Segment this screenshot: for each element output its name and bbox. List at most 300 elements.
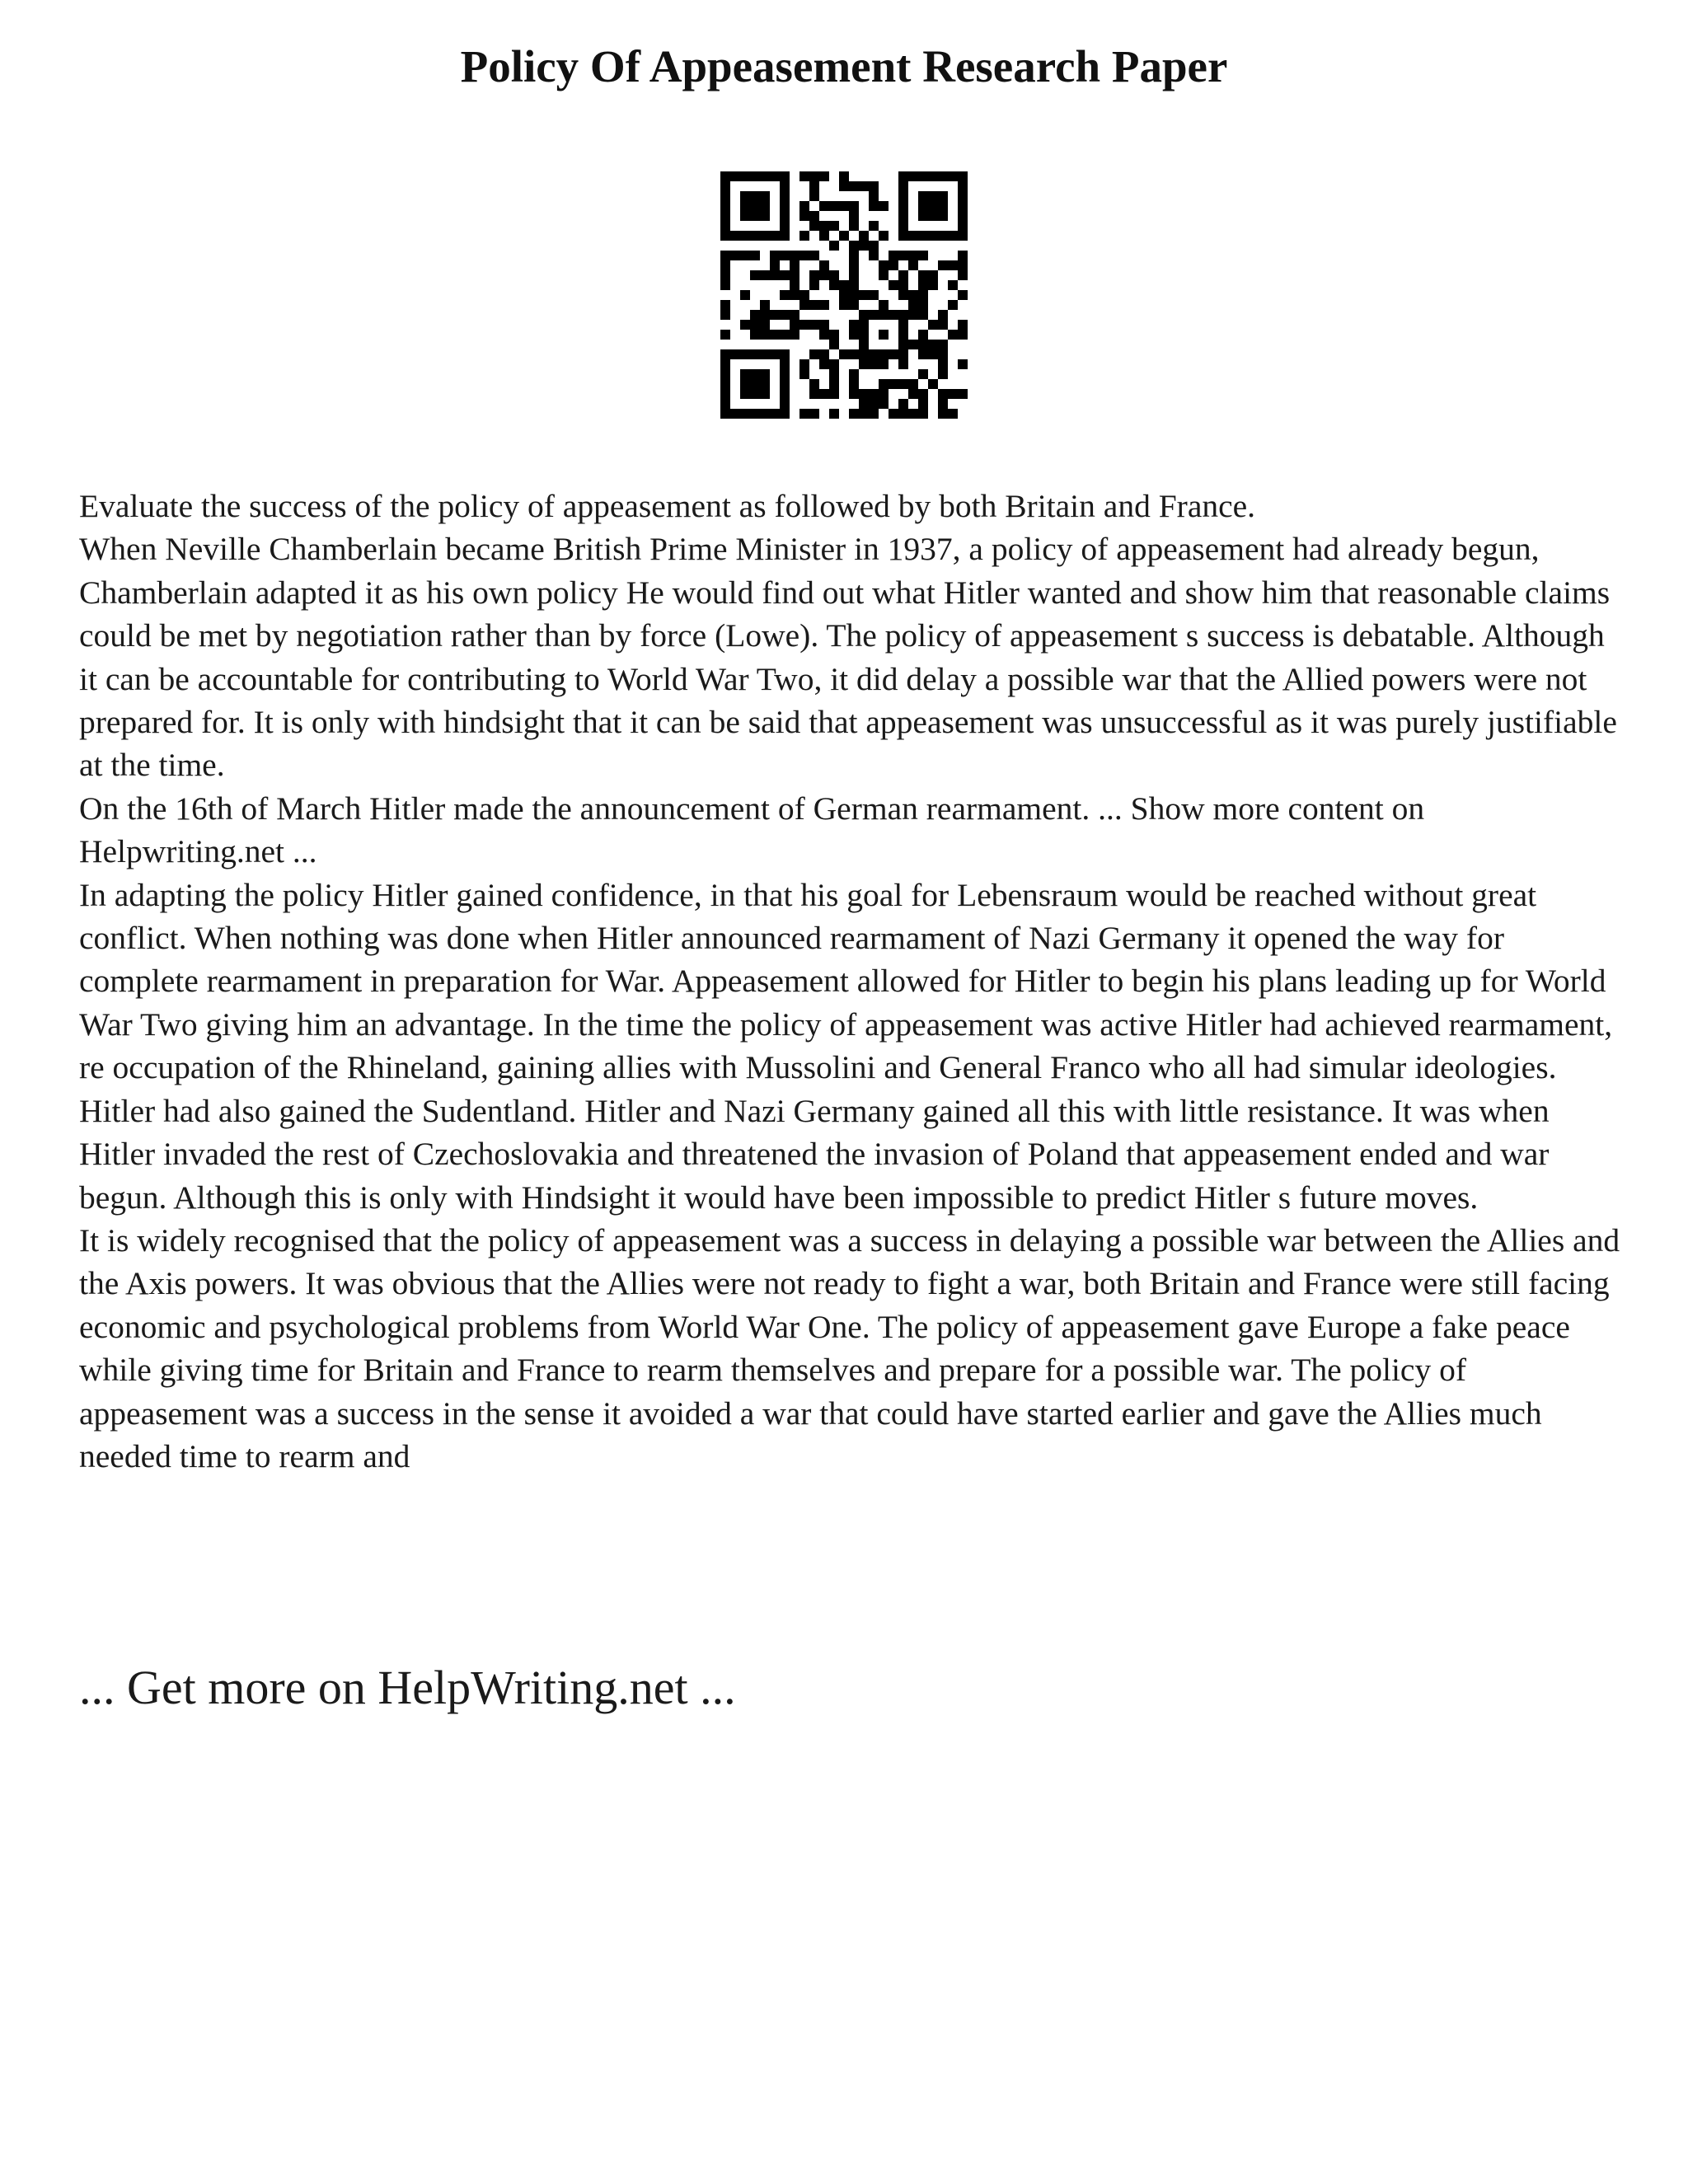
qr-module [849,201,859,211]
qr-module [740,389,750,399]
qr-module [829,409,839,419]
qr-module [869,191,879,201]
qr-module [908,389,918,399]
qr-module [908,409,918,419]
qr-module [898,340,908,349]
qr-module [879,359,889,369]
qr-module [928,270,938,280]
qr-module [819,320,829,330]
qr-module [750,171,760,181]
qr-module [780,389,790,399]
qr-module [839,300,849,310]
qr-module [898,349,908,359]
qr-module [948,409,958,419]
qr-module [889,310,898,320]
qr-module [720,211,730,221]
qr-module [859,181,869,191]
qr-module [849,211,859,221]
qr-module [849,241,859,251]
qr-module [849,251,859,260]
qr-module [799,231,809,241]
qr-module [918,349,928,359]
qr-module [760,310,770,320]
qr-module [918,290,928,300]
qr-module [898,181,908,191]
qr-module [869,349,879,359]
qr-code-icon[interactable] [720,171,968,419]
qr-module [720,389,730,399]
qr-module [790,280,799,290]
qr-module [790,251,799,260]
qr-module [869,399,879,409]
qr-module [898,191,908,201]
qr-module [799,251,809,260]
qr-module [898,320,908,330]
qr-module [780,221,790,231]
qr-module [879,260,889,270]
qr-module [879,231,889,241]
qr-module [948,231,958,241]
qr-module [819,231,829,241]
qr-module [740,171,750,181]
qr-module [720,330,730,340]
qr-module [829,379,839,389]
qr-module [829,241,839,251]
qr-module [918,310,928,320]
qr-module [948,171,958,181]
qr-module [839,171,849,181]
qr-module [829,201,839,211]
qr-module [928,201,938,211]
qr-module [849,379,859,389]
qr-module [750,231,760,241]
qr-module [958,251,968,260]
qr-module [730,231,740,241]
qr-module [938,359,948,369]
qr-module [750,310,760,320]
qr-module [809,409,819,419]
qr-module [908,171,918,181]
qr-module [938,310,948,320]
qr-module [809,320,819,330]
qr-module [859,389,869,399]
qr-module [730,251,740,260]
qr-module [958,211,968,221]
qr-module [750,201,760,211]
qr-module [898,201,908,211]
qr-module [720,191,730,201]
qr-module [958,330,968,340]
qr-module [819,349,829,359]
qr-module [958,231,968,241]
qr-module [780,171,790,181]
qr-module [809,191,819,201]
qr-code-graphic [720,171,968,419]
qr-module [809,251,819,260]
qr-module [938,201,948,211]
qr-module [720,231,730,241]
qr-module [740,251,750,260]
qr-module [938,171,948,181]
qr-module [958,171,968,181]
qr-module [750,379,760,389]
qr-module [849,330,859,340]
qr-module [819,270,829,280]
qr-module [908,340,918,349]
qr-module [829,280,839,290]
qr-module [750,330,760,340]
qr-module [849,349,859,359]
qr-module [809,389,819,399]
qr-module [849,221,859,231]
qr-module [799,409,809,419]
qr-module [879,270,889,280]
qr-module [938,260,948,270]
qr-module [918,409,928,419]
qr-module [879,300,889,310]
qr-module [908,310,918,320]
qr-module [829,270,839,280]
qr-module [829,340,839,349]
qr-module [849,300,859,310]
qr-module [750,389,760,399]
qr-module [908,251,918,260]
qr-module [849,290,859,300]
qr-module [780,359,790,369]
get-more-link[interactable]: ... Get more on HelpWriting.net ... [79,1661,736,1714]
qr-module [938,191,948,201]
qr-module [809,300,819,310]
qr-module [750,409,760,419]
qr-module [780,409,790,419]
qr-module [780,290,790,300]
qr-module [928,379,938,389]
qr-module [720,201,730,211]
qr-module [740,320,750,330]
qr-module [938,389,948,399]
qr-module [809,181,819,191]
qr-module [918,191,928,201]
qr-module [809,280,819,290]
qr-module [908,290,918,300]
qr-module [869,201,879,211]
qr-module [918,171,928,181]
qr-module [928,320,938,330]
qr-module [770,251,780,260]
qr-module [898,409,908,419]
qr-module [859,409,869,419]
qr-module [760,409,770,419]
qr-module [948,300,958,310]
qr-module [958,359,968,369]
qr-module [720,300,730,310]
qr-module [908,379,918,389]
qr-module [809,211,819,221]
qr-module [958,260,968,270]
qr-module [938,211,948,221]
qr-module [740,349,750,359]
qr-module [928,191,938,201]
qr-module [829,221,839,231]
qr-module [839,181,849,191]
qr-module [928,211,938,221]
qr-module [898,211,908,221]
qr-module [849,181,859,191]
qr-module [799,320,809,330]
qr-module [889,379,898,389]
qr-module [898,251,908,260]
qr-module [958,221,968,231]
article-body [79,485,1629,1478]
qr-module [799,300,809,310]
qr-module [918,340,928,349]
qr-module [898,171,908,181]
qr-module [869,359,879,369]
qr-module [819,389,829,399]
qr-module [918,369,928,379]
qr-module [760,379,770,389]
qr-module [928,280,938,290]
qr-module [720,260,730,270]
qr-module [898,290,908,300]
qr-module [879,379,889,389]
qr-module [730,171,740,181]
qr-module [869,221,879,231]
qr-module [849,409,859,419]
qr-module [720,280,730,290]
qr-module [889,260,898,270]
qr-module [760,300,770,310]
qr-module [720,359,730,369]
qr-module [770,171,780,181]
qr-module [839,201,849,211]
qr-module [720,270,730,280]
qr-module [918,300,928,310]
qr-module [918,251,928,260]
qr-module [938,340,948,349]
qr-module [918,330,928,340]
qr-module [780,201,790,211]
qr-module [958,270,968,280]
qr-module [780,369,790,379]
qr-module [928,231,938,241]
qr-module [750,270,760,280]
qr-module [958,191,968,201]
qr-module [740,290,750,300]
qr-module [849,270,859,280]
qr-module [720,349,730,359]
qr-module [790,320,799,330]
paragraph-intro: Evaluate the success of the policy of appeasement as followed by both Britain and France. [79,488,1256,524]
qr-module [790,330,799,340]
qr-module [750,349,760,359]
qr-module [819,171,829,181]
qr-module [770,260,780,270]
qr-module [809,270,819,280]
qr-module [908,231,918,241]
qr-module [780,191,790,201]
qr-module [849,369,859,379]
qr-module [760,270,770,280]
qr-module [720,171,730,181]
qr-module [938,369,948,379]
qr-module [879,349,889,359]
qr-module [918,211,928,221]
qr-module [720,310,730,320]
qr-module [879,330,889,340]
qr-module [720,369,730,379]
qr-module [799,201,809,211]
qr-module [780,231,790,241]
qr-module [730,409,740,419]
qr-module [760,369,770,379]
qr-module [928,171,938,181]
qr-module [869,409,879,419]
qr-module [780,270,790,280]
qr-module [849,320,859,330]
qr-module [958,201,968,211]
qr-module [908,300,918,310]
qr-module [740,369,750,379]
qr-module [750,320,760,330]
qr-module [790,260,799,270]
qr-module [799,171,809,181]
qr-module [898,221,908,231]
qr-module [889,349,898,359]
qr-module [780,399,790,409]
qr-module [760,211,770,221]
qr-module [918,201,928,211]
qr-module [720,221,730,231]
qr-module [918,280,928,290]
qr-module [839,290,849,300]
qr-module [879,201,889,211]
qr-module [740,211,750,221]
qr-module [790,310,799,320]
qr-module [849,260,859,270]
qr-module [849,389,859,399]
qr-module [898,270,908,280]
qr-module [780,310,790,320]
qr-module [770,349,780,359]
qr-module [849,280,859,290]
qr-module [829,359,839,369]
qr-module [809,171,819,181]
qr-module [958,389,968,399]
qr-module [819,330,829,340]
qr-module [770,231,780,241]
qr-module [750,369,760,379]
qr-module [859,231,869,241]
qr-module [760,171,770,181]
qr-module [869,251,879,260]
qr-module [819,201,829,211]
qr-module [780,251,790,260]
qr-module [869,310,879,320]
qr-module [839,280,849,290]
qr-module [859,349,869,359]
qr-module [898,399,908,409]
qr-module [938,349,948,359]
qr-module [859,399,869,409]
qr-module [760,201,770,211]
qr-module [859,359,869,369]
qr-module [879,310,889,320]
qr-module [889,251,898,260]
qr-module [869,181,879,191]
paragraph-delaying-war: It is widely recognised that the policy of appeasement was a success in delaying a possible war between the Allies and the Axis powers. It was obvious that the Allies were not ready to fight a war, both Britain and France were still facing economic and psychological problems from World War One. The policy of appeasement gave Europe a fake peace while giving time for Britain and France to rearm themselves and prepare for a possible war. The policy of appeasement was a success in the sense it avoided a war that could have started earlier and gave the Allies much needed time to rearm and [79,1221,1620,1474]
qr-module [770,310,780,320]
qr-module [898,310,908,320]
paragraph-show-more: On the 16th of March Hitler made the announcement of German rearmament. ... Show more content on Helpwriting.net ... [79,790,1425,870]
qr-module [948,280,958,290]
qr-module [760,320,770,330]
qr-module [889,409,898,419]
qr-module [869,241,879,251]
qr-module [740,191,750,201]
qr-module [780,330,790,340]
qr-module [958,320,968,330]
qr-module [799,369,809,379]
qr-module [799,290,809,300]
qr-module [740,409,750,419]
qr-module [730,349,740,359]
qr-module [720,251,730,260]
qr-module [918,399,928,409]
qr-module [938,409,948,419]
qr-module [770,270,780,280]
page-title: Policy Of Appeasement Research Paper [460,41,1228,91]
qr-module [720,181,730,191]
qr-module [908,260,918,270]
qr-module [938,399,948,409]
qr-module [948,389,958,399]
qr-module [928,340,938,349]
qr-module [958,290,968,300]
qr-module [780,211,790,221]
qr-module [898,231,908,241]
qr-module [760,349,770,359]
qr-module [760,330,770,340]
qr-module [918,270,928,280]
qr-module [750,211,760,221]
qr-module [879,389,889,399]
qr-module [898,330,908,340]
qr-module [889,280,898,290]
qr-module [809,221,819,231]
qr-module [780,379,790,389]
qr-module [839,231,849,241]
qr-module [918,389,928,399]
qr-module [740,231,750,241]
qr-module [790,290,799,300]
qr-module [809,349,819,359]
qr-module [760,389,770,399]
qr-module [839,349,849,359]
qr-module [819,260,829,270]
qr-module [879,399,889,409]
qr-module [720,379,730,389]
qr-module [898,280,908,290]
qr-module [928,349,938,359]
qr-module [938,231,948,241]
qr-module [859,290,869,300]
qr-module [750,191,760,201]
qr-module [948,260,958,270]
qr-module [799,211,809,221]
qr-module [740,201,750,211]
qr-module [938,320,948,330]
